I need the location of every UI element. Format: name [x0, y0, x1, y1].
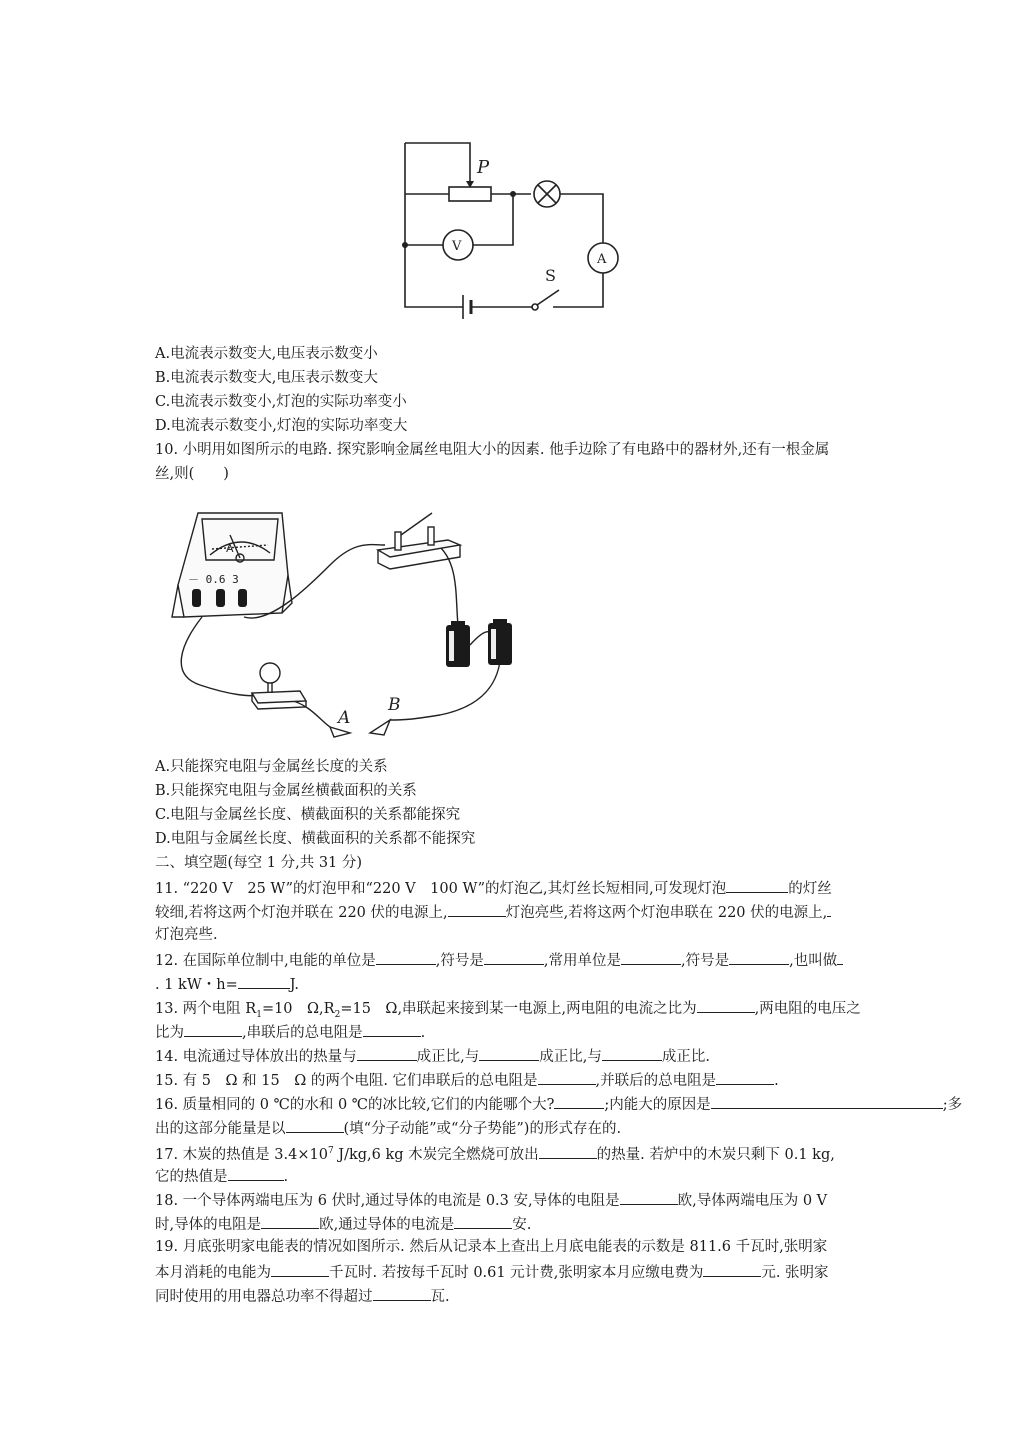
q15-text-c: . [774, 1073, 779, 1089]
q17-line2 [155, 1166, 288, 1186]
q18-text-a: 18. 一个导体两端电压为 6 伏时,通过导体的电流是 0.3 安,导体的电阻是 [155, 1193, 620, 1209]
q11-line3: 灯泡亮些. [155, 927, 218, 943]
meter-letter: A [226, 542, 234, 555]
q9-option-d: D.电流表示数变小,灯泡的实际功率变大 [155, 418, 408, 434]
q13-sub1: 1 [256, 1009, 262, 1020]
blank[interactable] [238, 974, 290, 989]
q16-line1 [155, 1094, 962, 1114]
q15-text-b: ,并联后的总电阻是 [595, 1073, 717, 1089]
blank[interactable] [454, 1214, 512, 1229]
blank[interactable] [621, 950, 681, 965]
q12-line1 [155, 950, 843, 970]
q12-line2 [155, 974, 299, 994]
q13-text-g: . [420, 1025, 426, 1041]
blank[interactable] [484, 950, 544, 965]
q17-sup: 7 [327, 1146, 334, 1156]
q10-option-d: D.电阻与金属丝长度、横截面积的关系都不能探究 [155, 831, 476, 847]
q13-text-f: ,串联后的总电阻是 [242, 1025, 363, 1041]
q16-text-e: (填“分子动能”或“分子势能”)的形式存在的. [343, 1121, 622, 1137]
circuit-diagram-rheostat [395, 135, 635, 330]
blank[interactable] [837, 950, 843, 965]
q10-stem-line1: 10. 小明用如图所示的电路. 探究影响金属丝电阻大小的因素. 他手边除了有电路中的器材外,还有一根金属 [155, 442, 830, 458]
q19-line2 [155, 1262, 829, 1282]
battery-cells [446, 619, 512, 667]
q19-text-b: 本月消耗的电能为 [155, 1265, 271, 1281]
blank[interactable] [363, 1022, 421, 1037]
q9-option-b: B.电流表示数变大,电压表示数变大 [155, 370, 378, 386]
switch-label: S [545, 266, 556, 285]
blank[interactable] [602, 1046, 662, 1061]
q14-text-c: 成正比,与 [539, 1049, 602, 1065]
q10-option-b: B.只能探究电阻与金属丝横截面积的关系 [155, 783, 417, 799]
q18-text-d: 欧,通过导体的电流是 [319, 1217, 455, 1233]
q16-text-c: ;多 [942, 1097, 963, 1113]
blank[interactable] [376, 950, 436, 965]
q19-text-d: 元. 张明家 [761, 1265, 829, 1281]
q11-text-d: 灯泡亮些,若将这两个灯泡串联在 220 伏的电源上, [505, 905, 828, 921]
q12-text-b: ,符号是 [435, 953, 484, 969]
q18-line1 [155, 1190, 827, 1210]
q18-line2 [155, 1214, 531, 1234]
blank[interactable] [620, 1190, 678, 1205]
blank[interactable] [697, 998, 755, 1013]
blank[interactable] [271, 1262, 329, 1277]
q13-text-d: ,两电阻的电压之 [754, 1001, 861, 1017]
q9-option-a: A.电流表示数变大,电压表示数变小 [155, 346, 378, 362]
q13-line1 [155, 998, 861, 1024]
q11-line2 [155, 902, 831, 922]
q18-text-b: 欧,导体两端电压为 0 V [677, 1193, 828, 1209]
apparatus-diagram [170, 505, 550, 750]
blank[interactable] [538, 1070, 596, 1085]
blank[interactable] [373, 1286, 431, 1301]
ammeter-label: A [597, 252, 607, 267]
q19-text-f: 瓦. [430, 1289, 450, 1305]
q11-text-a: 11. “220 V 25 W”的灯泡甲和“220 V 100 W”的灯泡乙,其灯丝长短相同,可发现灯泡 [155, 881, 727, 897]
q19-text-c: 千瓦时. 若按每千瓦时 0.61 元计费,张明家本月应缴电费为 [329, 1265, 704, 1281]
q13-line2 [155, 1022, 425, 1042]
blank[interactable] [729, 950, 789, 965]
label-p: P [477, 157, 490, 178]
q14-line [155, 1046, 710, 1066]
q11-text-c: 较细,若将这两个灯泡并联在 220 伏的电源上, [155, 905, 448, 921]
q16-text-b: ;内能大的原因是 [604, 1097, 711, 1113]
q9-option-c: C.电流表示数变小,灯泡的实际功率变小 [155, 394, 407, 410]
q17-text-a: 17. 木炭的热值是 3.4×10 [155, 1146, 328, 1163]
q15-line [155, 1070, 779, 1090]
q12-text-g: J. [289, 977, 300, 993]
q17-text-c: 的热量. 若炉中的木炭只剩下 0.1 kg, [596, 1146, 835, 1163]
blank[interactable] [711, 1094, 943, 1109]
meter-terminals [192, 589, 247, 607]
q19-line1: 19. 月底张明家电能表的情况如图所示. 然后从记录本上查出上月底电能表的示数是 811.6 千瓦时,张明家 [155, 1239, 828, 1255]
blank[interactable] [726, 878, 788, 893]
clip-a-label: A [338, 708, 351, 728]
meter-terminal-labels: － 0.6 3 [188, 573, 239, 586]
q11-text-b: 的灯丝 [788, 881, 832, 897]
q19-line3 [155, 1286, 450, 1306]
blank[interactable] [827, 902, 831, 917]
blank[interactable] [448, 902, 506, 917]
blank[interactable] [357, 1046, 417, 1061]
q13-text-c: =15 Ω,串联起来接到某一电源上,两电阻的电流之比为 [340, 1001, 697, 1017]
q14-text-a: 14. 电流通过导体放出的热量与 [155, 1049, 357, 1065]
q13-text-a: 13. 两个电阻 R [155, 1001, 257, 1017]
q12-text-e: ,也叫做 [789, 953, 838, 969]
blank[interactable] [716, 1070, 774, 1085]
blank[interactable] [539, 1144, 597, 1159]
clip-b-label: B [388, 695, 401, 715]
q16-text-a: 16. 质量相同的 0 ℃的水和 0 ℃的冰比较,它们的内能哪个大? [155, 1097, 555, 1113]
q12-text-a: 12. 在国际单位制中,电能的单位是 [155, 953, 376, 969]
q17-text-d: 它的热值是 [155, 1169, 228, 1185]
q17-text-e: . [283, 1169, 289, 1185]
q10-option-c: C.电阻与金属丝长度、横截面积的关系都能探究 [155, 807, 461, 823]
blank[interactable] [554, 1094, 604, 1109]
voltmeter-label: V [452, 239, 462, 254]
blank[interactable] [286, 1118, 344, 1133]
q16-text-d: 出的这部分能量是以 [155, 1121, 286, 1137]
blank[interactable] [261, 1214, 319, 1229]
q15-text-a: 15. 有 5 Ω 和 15 Ω 的两个电阻. 它们串联后的总电阻是 [155, 1073, 538, 1089]
q17-line1 [155, 1142, 835, 1164]
q17-text-b: J/kg,6 kg 木炭完全燃烧可放出 [333, 1146, 539, 1163]
q13-text-e: 比为 [155, 1025, 184, 1041]
q12-text-f: . 1 kW・h= [155, 977, 238, 993]
section-title: 二、填空题(每空 1 分,共 31 分) [155, 855, 363, 871]
q10-stem-line2: 丝,则( ) [155, 466, 229, 482]
q13-sub2: 2 [334, 1009, 341, 1020]
q12-text-c: ,常用单位是 [543, 953, 621, 969]
blank[interactable] [184, 1022, 242, 1037]
q19-text-e: 同时使用的用电器总功率不得超过 [155, 1289, 373, 1305]
blank[interactable] [228, 1166, 284, 1181]
q14-text-d: 成正比. [661, 1049, 710, 1065]
q13-text-b: =10 Ω,R [261, 1001, 335, 1017]
q10-option-a: A.只能探究电阻与金属丝长度的关系 [155, 759, 388, 775]
q18-text-e: 安. [512, 1217, 532, 1233]
blank[interactable] [703, 1262, 761, 1277]
q14-text-b: 成正比,与 [416, 1049, 480, 1065]
q11-line1 [155, 878, 832, 898]
blank[interactable] [479, 1046, 539, 1061]
q18-text-c: 时,导体的电阻是 [155, 1217, 262, 1233]
q12-text-d: ,符号是 [681, 953, 730, 969]
q16-line2 [155, 1118, 621, 1138]
